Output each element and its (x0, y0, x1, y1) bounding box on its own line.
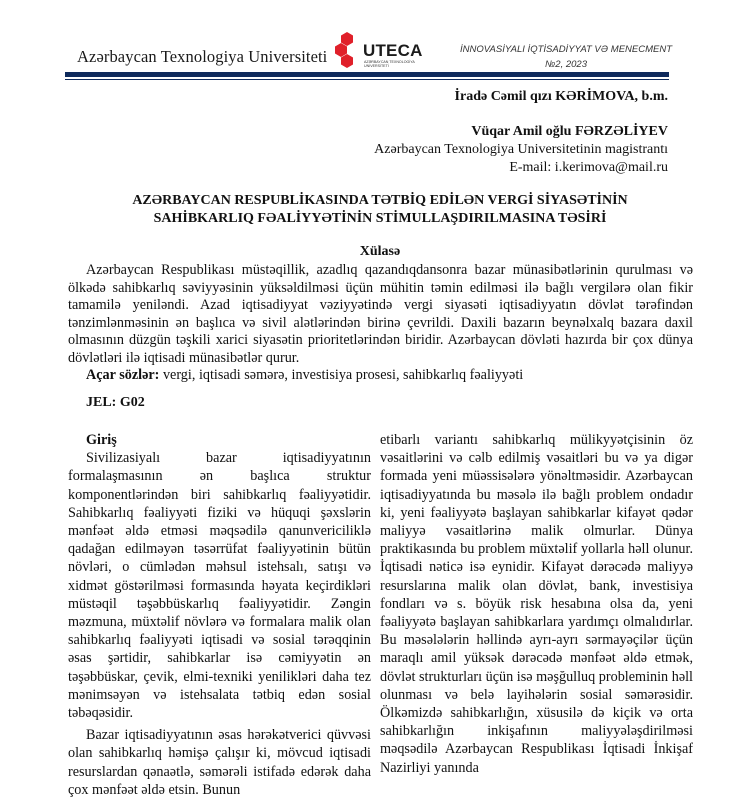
paragraph: etibarlı variantı sahibkarlıq mülikyyətçisinin öz vəsaitlərini və cəlb edilmiş vəsaitləri bu və ya digər formada yeni müəssisələrə yönəltməsidir. Azərbaycan iqtisadiyyatında bu məsələ ilə bağlı problem ondadır ki, yeni fəaliyyətə başlayan sahibkarlar kifayət qədər maliyyə vəsaitlərinə malik olmurlar. Dünya praktikasında bu problem müxtəlif yollarla həll olunur. İqtisadi nəticə isə eynidir. Kifayət dərəcədə maliyyə resurslarına malik olan dövlət, bank, investisiya fondları və s. böyük risk hesabına olsa da, yeni fəaliyyətə başlayan sahibkarlara yardımçı olmalıdırlar. Bu məsələlərin həllində ayrı-ayrı sərmayəçilər üçün maraqlı amil yüksək dərəcədə mənfəət əldə etmək, dövlət strukturları üçün isə məşğulluq probleminin həll olunması və belə layihələrin sosial səmərəsidir. Ölkəmizdə sahibkarlığın, xüsusilə də kiçik və orta sahibkarlığın inkişafının maliyyələşdirilməsi məqsədilə Azərbaycan Respublikası İqtisadi İnkişaf Nazirliyi yanında (380, 432, 693, 776)
abstract-text: Azərbaycan Respublikası müstəqillik, azadlıq qazandıqdansonra bazar münasibətlərinin qurulması və ölkədə sahibkarlıq səviyyəsinin yüksəldilməsi üçün mühitin təmin edilməsi ilə bağlı vergilərə olan fikir tamamilə yeniləndi. Azad iqtisadiyyat vəziyyətində vergi siyasəti iqtisadiyyatın dövlət tərəfindən tənzimlənməsinin ən başlıca və sivil alətlərindən birinə çevrildi. Daxili bazarın beynəlxalq bazara daxil olmasının düzgün təşkili xarici siyasətin prioritetlərindən biridir. Azərbaycan dövləti hazırda bir çox dünya dövlətləri ilə iqtisadi münasibətlər qurur. (68, 262, 693, 366)
keywords-label: Açar sözlər: (86, 367, 160, 383)
uteca-logo (337, 32, 447, 72)
keywords-list: vergi, iqtisadi səmərə, investisiya prosesi, sahibkarlıq fəaliyyəti (159, 367, 524, 383)
jel-code: JEL: G02 (86, 395, 145, 410)
university-name: Azərbaycan Texnologiya Universiteti (77, 47, 328, 66)
author-2: Vüqar Amil oğlu FƏRZƏLİYEV (471, 124, 668, 139)
title-line-2: SAHİBKARLIQ FƏALİYYƏTİNİN STİMULLAŞDIRILMASINA TƏSİRİ (153, 211, 607, 226)
logo-subtitle: AZƏRBAYCAN TEXNOLOGİYA UNİVERSİTETİ (364, 60, 415, 68)
affiliation: Azərbaycan Texnologiya Universitetinin magistrantı (374, 142, 668, 157)
journal-title: İNNOVASİYALI İQTİSADİYYAT VƏ MENECMENT (459, 44, 673, 55)
email[interactable]: E-mail: i.kerimova@mail.ru (509, 160, 668, 175)
journal-info (441, 42, 691, 72)
author-block (374, 88, 668, 177)
column-right (380, 431, 693, 777)
column-left (68, 431, 371, 799)
header-rule-thick (65, 72, 669, 77)
abstract (68, 262, 693, 385)
keywords (68, 367, 693, 385)
intro-heading: Giriş (86, 432, 117, 448)
logo-wordmark: UTECA (363, 41, 423, 60)
abstract-heading: Xülasə (359, 244, 401, 259)
title-line-1: AZƏRBAYCAN RESPUBLİKASINDA TƏTBİQ EDİLƏN VERGİ SİYASƏTİNİN (132, 193, 628, 208)
journal-issue: №2, 2023 (545, 59, 587, 70)
paragraph: Bazar iqtisadiyyatının əsas hərəkətverici qüvvəsi olan sahibkarlıq həmişə çalışır ki, mövcud iqtisadi resurslardan qənaətlə, səmərəli istifadə edərək daha çox mənfəət əldə etsin. Bunun (68, 727, 371, 798)
paper-title (60, 192, 700, 228)
hexagon-logo-icon (333, 30, 363, 74)
header-rule-thin (65, 79, 669, 80)
author-1: İradə Cəmil qızı KƏRİMOVA, b.m. (454, 89, 668, 104)
paragraph: Sivilizasiyalı bazar iqtisadiyyatının formalaşmasının ən başlıca struktur komponentlərindən biri sahibkarlıq fəaliyyətidir. Sahibkarlıq fəaliyyəti fiziki və hüquqi şəxslərin mənfəət əldə etməsi məqsədilə qanunvericiliklə qadağan edilməyən təsərrüfat fəaliyyətinin bütün növləri, o cümlədən məhsul istehsalı, satışı və xidmət göstərilməsi formasında həyata keçirdikləri müstəqil təşəbbüskarlıq fəaliyyətidir. Zəngin məzmuna, müxtəlif növlərə və formalara malik olan sahibkarlıq fəaliyyəti iqtisadi və sosial tərəqqinin əsas şərtidir, sahibkarlar isə cəmiyyətin ən təşəbbüskar, çevik, elmi-texniki yenilikləri daha tez mənimsəyən və istehsalata tətbiq edən sosial təbəqəsidir. (68, 450, 371, 722)
